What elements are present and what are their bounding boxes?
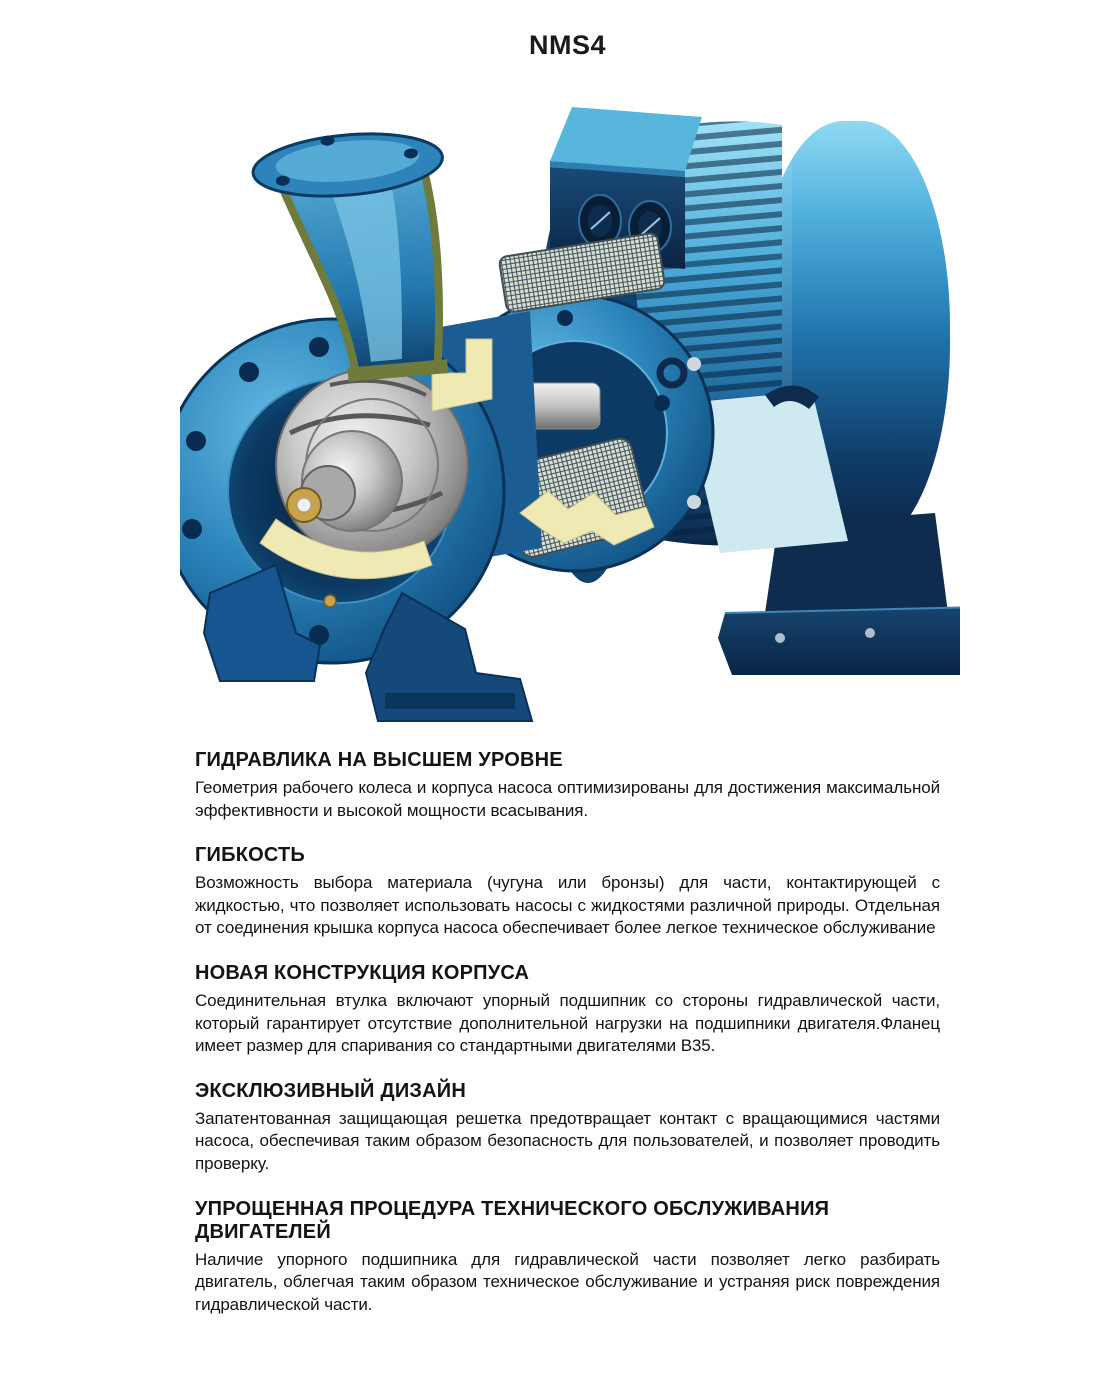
feature-section-hydraulics bbox=[195, 749, 940, 822]
section-heading: ЭКСКЛЮЗИВНЫЙ ДИЗАЙН bbox=[195, 1079, 466, 1102]
feature-section-new-casing bbox=[195, 962, 940, 1058]
section-body: Возможность выбора материала (чугуна или бронзы) для части, контактирующей с жидкостью, что позволяет использовать насосы с жидкостями различной природы. Отдельная от соединения крышка корпуса насоса обеспечивает более легкое техническое обслуживание bbox=[195, 873, 940, 938]
feature-section-flexibility bbox=[195, 844, 940, 940]
section-body: Геометрия рабочего колеса и корпуса насоса оптимизированы для достижения максимальной эффективности и высокой мощности всасывания. bbox=[195, 778, 940, 820]
feature-section-exclusive-design bbox=[195, 1080, 940, 1176]
section-heading: НОВАЯ КОНСТРУКЦИЯ КОРПУСА bbox=[195, 962, 530, 985]
page-title: NMS4 bbox=[528, 30, 606, 60]
section-body: Соединительная втулка включают упорный подшипник со стороны гидравлической части, который гарантирует отсутствие дополнительной нагрузки на подшипники двигателя.Фланец имеет размер для спаривания со стандартными двигателями B35. bbox=[195, 991, 940, 1056]
section-heading: УПРОЩЕННАЯ ПРОЦЕДУРА ТЕХНИЧЕСКОГО ОБСЛУЖИВАНИЯ ДВИГАТЕЛЕЙ bbox=[195, 1197, 830, 1243]
brass-impeller-nut bbox=[287, 488, 321, 522]
feature-section-simplified-maintenance bbox=[195, 1198, 940, 1317]
brass-drain-plug bbox=[324, 595, 336, 607]
section-body: Наличие упорного подшипника для гидравлической части позволяет легко разбирать двигатель, облегчая таким образом техническое обслуживание и устраняя риск повреждения гидравлической части. bbox=[195, 1249, 940, 1314]
section-body: Запатентованная защищающая решетка предотвращает контакт с вращающимися частями насоса, обеспечивая таким образом безопасность для пользователей, и позволяет проводить проверку. bbox=[195, 1108, 940, 1174]
content-sections bbox=[195, 749, 940, 1317]
section-heading: ГИДРАВЛИКА НА ВЫСШЕМ УРОВНЕ bbox=[195, 749, 563, 771]
section-heading: ГИБКОСТЬ bbox=[195, 844, 305, 867]
pump-cutaway-svg bbox=[180, 73, 960, 723]
pump-cutaway-illustration bbox=[180, 73, 960, 723]
